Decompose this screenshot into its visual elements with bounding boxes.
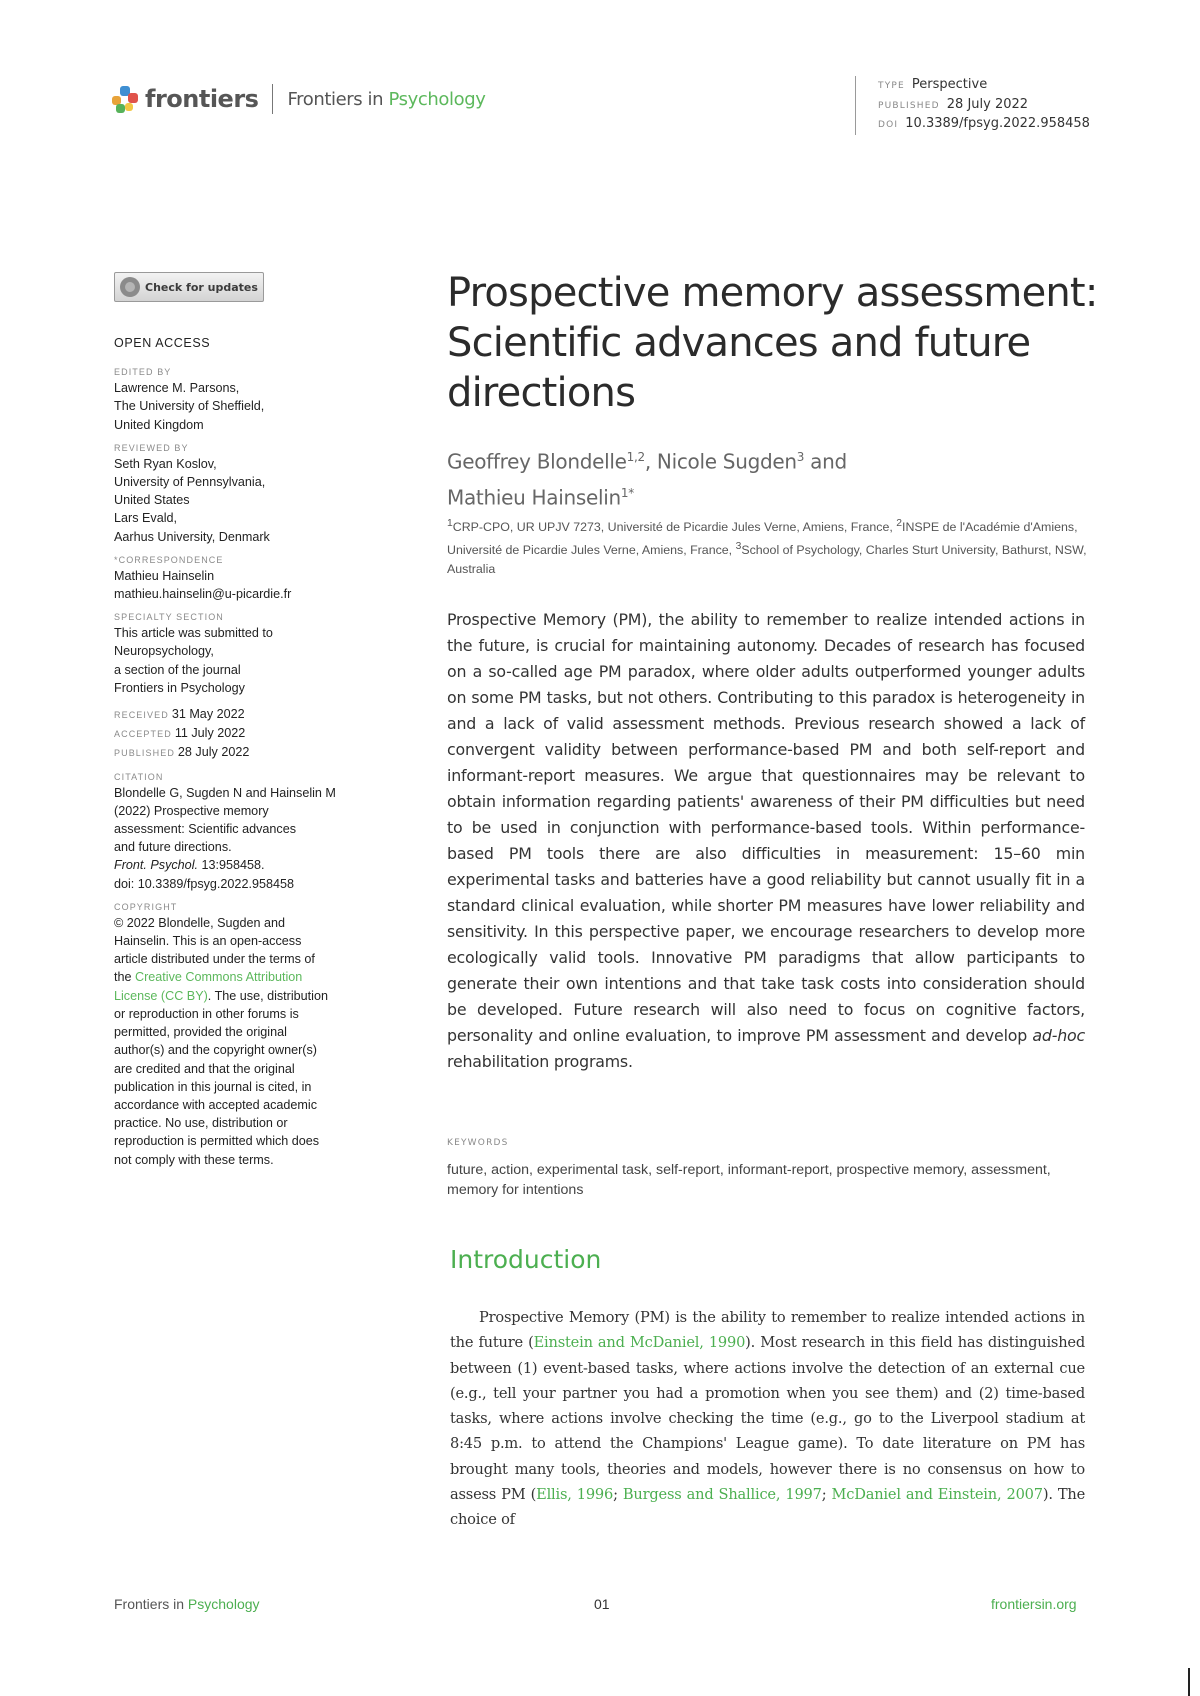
affiliation-text: School of Psychology, Charles Sturt University, Bathurst, NSW, Australia — [447, 543, 1087, 577]
frontiers-logo-icon — [112, 84, 138, 114]
correspondence-label: *CORRESPONDENCE — [114, 554, 224, 565]
citation-journal-line — [114, 856, 374, 874]
specialty-line: This article was submitted to — [114, 626, 273, 641]
page-number: 01 — [594, 1596, 610, 1612]
reviewed-by-line: Seth Ryan Koslov, — [114, 456, 217, 471]
copyright-after-link: . The use, distribution — [207, 988, 328, 1003]
copyright-line: permitted, provided the original — [114, 1025, 287, 1040]
copyright-the: the — [114, 970, 136, 985]
author-name[interactable]: Geoffrey Blondelle — [447, 449, 627, 474]
citation-label: CITATION — [114, 771, 164, 782]
specialty-line: Neuropsychology, — [114, 644, 214, 659]
citation-volume: 13:958458. — [198, 858, 265, 873]
citation-line: (2022) Prospective memory — [114, 803, 269, 818]
sidebar — [114, 334, 374, 1169]
sidebar-published-label: PUBLISHED — [114, 748, 175, 759]
reviewed-by-line: Aarhus University, Denmark — [114, 529, 270, 544]
keywords-label: KEYWORDS — [447, 1138, 509, 1148]
abstract-text: Prospective Memory (PM), the ability to remember to realize intended actions in the future, is crucial for maintaining autonomy. Decades of research has focused on a so-called age PM paradox, where older adults outperformed younger adults on some PM tasks, but not others. Contributing to this paradox is heterogeneity in and a lack of valid assessment methods. Previous research showed a lack of convergent validity between performance-based PM and both self-report and informant-report measures. We argue that questionnaires may be relevant to obtain information regarding patients' awareness of their PM difficulties but need to be used in conjunction with performance-based tools. Within performance-based PM tools there are also difficulties in measurement: 15–60 min experimental tasks and batteries have a good reliability but cannot usually fit in a standard clinical evaluation, while shorter PM measures have lower reliability and sensitivity. In this perspective paper, we encourage researchers to develop more ecologically valid tools. Innovative PM paradigms that allow participants to generate their own intentions and that take task costs into consideration should be developed. Future research will also need to focus on cognitive factors, personality and online evaluation, to improve PM assessment and develop — [447, 610, 1085, 1045]
reviewed-by-label: REVIEWED BY — [114, 442, 189, 453]
footer-journal-prefix: Frontiers in — [114, 1596, 188, 1612]
affiliation-mark: 3 — [735, 541, 742, 553]
copyright-line: or reproduction in other forums is — [114, 1006, 299, 1021]
edited-by-line: United Kingdom — [114, 417, 204, 432]
citation-link[interactable]: Burgess and Shallice, 1997 — [622, 1486, 822, 1504]
author-affiliation-mark: 3 — [796, 450, 805, 464]
open-access-label: OPEN ACCESS — [114, 336, 211, 350]
footer-journal-name: Psychology — [187, 1596, 260, 1612]
citation-journal: Front. Psychol. — [114, 858, 198, 873]
affiliations — [447, 514, 1087, 579]
published-date: 28 July 2022 — [177, 745, 250, 760]
citation-separator: ; — [613, 1486, 623, 1504]
journal-prefix: Frontiers in — [287, 88, 384, 110]
journal-name — [287, 89, 485, 110]
citation-doi[interactable]: doi: 10.3389/fpsyg.2022.958458 — [114, 876, 294, 891]
reviewed-by-line: Lars Evald, — [114, 511, 177, 526]
check-updates-icon — [120, 277, 140, 297]
reviewed-by-line: United States — [114, 493, 190, 508]
received-label: RECEIVED — [114, 710, 169, 721]
check-for-updates-button[interactable] — [114, 272, 264, 302]
doi-value[interactable]: 10.3389/fpsyg.2022.958458 — [905, 116, 1090, 131]
affiliation-text: INSPE de l'Académie d'Amiens, Université de Picardie Jules Verne, Amiens, France, — [447, 520, 1078, 558]
copyright-line: are credited and that the original — [114, 1061, 295, 1076]
correspondence-email[interactable]: mathieu.hainselin@u-picardie.fr — [114, 587, 292, 602]
affiliation-mark: 1 — [447, 518, 453, 529]
journal-title: Psychology — [388, 88, 486, 110]
cc-license-link-2[interactable]: License (CC BY) — [114, 988, 208, 1003]
citation-line: and future directions. — [114, 840, 232, 855]
published-row — [878, 96, 1090, 116]
footer-journal — [114, 1596, 260, 1612]
specialty-line: Frontiers in Psychology — [114, 680, 245, 695]
copyright-line: practice. No use, distribution or — [114, 1116, 288, 1131]
article-meta — [855, 76, 1090, 135]
author-affiliation-mark: 1,2 — [626, 450, 645, 464]
citation-separator: ; — [821, 1486, 832, 1504]
footer-site-link[interactable]: frontiersin.org — [991, 1596, 1077, 1612]
article-title: Prospective memory assessment: Scientific advances and future directions — [447, 270, 1098, 416]
specialty-section-label: SPECIALTY SECTION — [114, 612, 224, 623]
edited-by-line: The University of Sheffield, — [114, 399, 265, 414]
copyright-label: COPYRIGHT — [114, 901, 178, 912]
copyright-link-line — [114, 987, 374, 1005]
copyright-line: article distributed under the terms of — [114, 952, 315, 967]
author-conjunction: and — [804, 449, 847, 474]
type-value: Perspective — [911, 77, 988, 92]
copyright-link-line — [114, 968, 374, 986]
copyright-line: author(s) and the copyright owner(s) — [114, 1043, 317, 1058]
accepted-date: 11 July 2022 — [174, 726, 246, 741]
received-date: 31 May 2022 — [171, 707, 245, 722]
citation-link[interactable]: Einstein and McDaniel, 1990 — [533, 1334, 746, 1352]
correspondence-name: Mathieu Hainselin — [114, 568, 215, 583]
citation-line: Blondelle G, Sugden N and Hainselin M — [114, 785, 336, 800]
introduction-heading: Introduction — [450, 1245, 602, 1274]
edited-by-label: EDITED BY — [114, 367, 172, 378]
keywords: future, action, experimental task, self-report, informant-report, prospective memory, assessment, memory for intentions — [447, 1162, 1051, 1198]
page-edge-mark — [1188, 1668, 1190, 1696]
doi-row — [878, 115, 1090, 135]
copyright-line: © 2022 Blondelle, Sugden and — [114, 915, 286, 930]
introduction-paragraph — [450, 1305, 1085, 1533]
edited-by-line: Lawrence M. Parsons, — [114, 381, 240, 396]
affiliation-text: CRP-CPO, UR UPJV 7273, Université de Picardie Jules Verne, Amiens, France, — [452, 520, 897, 535]
check-updates-label: Check for updates — [145, 280, 258, 294]
accepted-row — [114, 724, 374, 743]
author-name[interactable]: Mathieu Hainselin — [447, 485, 621, 510]
type-row — [878, 76, 1090, 96]
frontiers-logo[interactable] — [112, 82, 485, 116]
published-label: PUBLISHED — [878, 100, 940, 111]
abstract-italic: ad-hoc — [1032, 1026, 1085, 1045]
intro-text: Prospective Memory (PM) is the ability to remember to realize intended actions in the future ( — [450, 1309, 1085, 1352]
intro-text: ). The choice of — [450, 1486, 1086, 1529]
logo-divider — [272, 84, 273, 114]
citation-link[interactable]: McDaniel and Einstein, 2007 — [831, 1486, 1043, 1504]
copyright-line: not comply with these terms. — [114, 1152, 274, 1167]
received-row — [114, 705, 374, 724]
citation-line: assessment: Scientific advances — [114, 822, 296, 837]
author-affiliation-mark: 1* — [620, 485, 634, 500]
intro-text: ). Most research in this field has distinguished between (1) event-based tasks, where actions involve the detection of an external cue (e.g., tell your partner you had a promotion when you see them) and (2) time-based tasks, where actions involve checking the time (e.g., go to the Liverpool stadium at 8:45 p.m. to attend the Champions' League game). To date literature on PM has brought many tools, theories and models, however there is no consensus on how to assess PM ( — [450, 1334, 1085, 1504]
accepted-label: ACCEPTED — [114, 729, 172, 740]
reviewed-by-line: University of Pennsylvania, — [114, 475, 266, 490]
cc-license-link[interactable]: Creative Commons Attribution — [135, 970, 303, 985]
copyright-line: Hainselin. This is an open-access — [114, 934, 302, 949]
author-list — [447, 442, 1107, 513]
copyright-line: publication in this journal is cited, in — [114, 1079, 312, 1094]
type-label: TYPE — [878, 81, 905, 91]
author-name[interactable]: , Nicole Sugden — [644, 449, 797, 474]
abstract — [447, 607, 1085, 1075]
citation-link[interactable]: Ellis, 1996 — [536, 1486, 614, 1504]
doi-label: DOI — [878, 120, 899, 130]
abstract-end: rehabilitation programs. — [447, 1052, 633, 1071]
published-value: 28 July 2022 — [946, 96, 1029, 112]
copyright-line: accordance with accepted academic — [114, 1097, 318, 1112]
copyright-line: reproduction is permitted which does — [114, 1134, 320, 1149]
specialty-line: a section of the journal — [114, 662, 241, 677]
brand-name: frontiers — [145, 85, 259, 113]
affiliation-mark: 2 — [896, 518, 902, 529]
published-row — [114, 743, 374, 762]
